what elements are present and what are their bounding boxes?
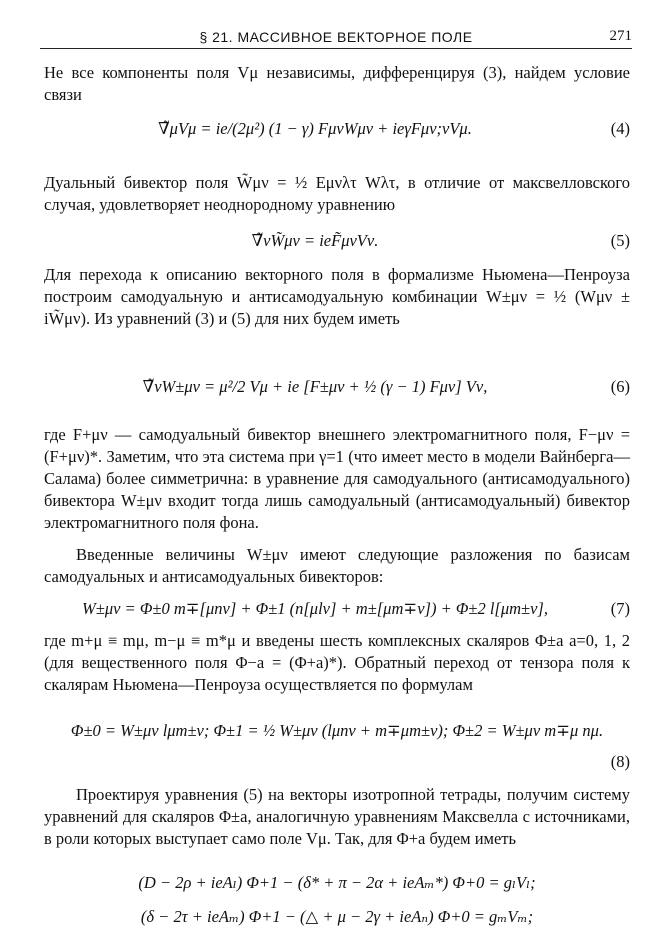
equation-number: (7)	[610, 599, 630, 618]
paragraph-text: где F+μν — самодуальный бивектор внешнего электромагнитного поля, F−μν = (F+μν)*. Заметим, что эта система при γ=1 (что имеет место в модели Вайнберга—Салама) более симметрична: в уравнение для самодуального (антисамодуального) бивектора W±μν входит тогда лишь самодуальный (антисамодуальный) бивектор электромагнитного поля фона.	[44, 425, 630, 532]
running-header	[40, 22, 632, 49]
paragraph-text: Не все компоненты поля Vμ независимы, дифференцируя (3), найдем условие связи	[44, 63, 630, 104]
paragraph-7	[44, 784, 630, 850]
equation-number: (5)	[610, 231, 630, 250]
equation-6	[44, 370, 630, 404]
equation-body: W±μν = Φ±0 m∓[μnν] + Φ±1 (n[μlν] + m±[μm∓ν]) + Φ±2 l[μm±ν],	[82, 599, 548, 618]
paragraph-text: где m+μ ≡ mμ, m−μ ≡ m*μ и введены шесть комплексных скаляров Φ±a a=0, 1, 2 (для вещественного поля Φ−a = (Φ+a)*). Обратный переход от тензора поля к скалярам Ньюмена—Пенроуза осуществляется по формулам	[44, 631, 630, 694]
equation-body: Φ±0 = W±μν lμm±ν; Φ±1 = ½ W±μν (lμnν + m∓μm±ν); Φ±2 = W±μν m∓μ nμ.	[70, 721, 604, 740]
paragraph-3	[44, 264, 630, 330]
paragraph-text: Введенные величины W±μν имеют следующие разложения по базисам самодуальных и антисамодуальных бивекторов:	[44, 545, 630, 586]
paragraph-2	[44, 172, 630, 216]
equation-7	[44, 592, 630, 626]
paragraph-4	[44, 424, 630, 534]
paragraph-text: Дуальный бивектор поля W̃μν = ½ Eμνλτ Wλτ, в отличие от максвелловского случая, удовлетворяет неоднородному уравнению	[44, 173, 630, 214]
equation-body: (δ − 2τ + ieAₘ) Φ+1 − (△ + μ − 2γ + ieAₙ) Φ+0 = gₘVₘ;	[140, 907, 534, 926]
equation-4	[44, 112, 630, 146]
equation-number: (4)	[610, 119, 630, 138]
equation-body: ∇̃νW±μν = μ²/2 Vμ + ie [F±μν + ½ (γ − 1) Fμν] Vν,	[142, 377, 488, 396]
equation-8-number: (8)	[610, 752, 630, 771]
section-title: § 21. МАССИВНОЕ ВЕКТОРНОЕ ПОЛЕ	[199, 29, 473, 45]
equation-body: ∇̃νW̃μν = ieF̃μνVν.	[251, 231, 379, 250]
paragraph-text: Для перехода к описанию векторного поля в формализме Ньюмена—Пенроуза построим самодуальную и антисамодуальную комбинации W±μν = ½ (Wμν ± iW̃μν). Из уравнений (3) и (5) для них будем иметь	[44, 265, 630, 328]
paragraph-1	[44, 62, 630, 106]
equation-number: (6)	[610, 377, 630, 396]
page-number: 271	[609, 28, 632, 44]
equation-9	[44, 866, 630, 900]
equation-body: (D − 2ρ + ieAₗ) Φ+1 − (δ* + π − 2α + ieAₘ*) Φ+0 = gₗVₗ;	[138, 873, 536, 892]
equation-body: ∇̃μVμ = ie/(2μ²) (1 − γ) FμνWμν + ieγFμν;νVμ.	[158, 119, 472, 138]
paragraph-5	[44, 544, 630, 588]
equation-10	[44, 900, 630, 934]
paragraph-text: Проектируя уравнения (5) на векторы изотропной тетрады, получим систему уравнений для скаляров Φ±a, аналогичную уравнениям Максвелла с источниками, в роли которых выступает само поле Vμ. Так, для Φ+a будем иметь	[44, 785, 630, 848]
equation-5	[44, 224, 630, 258]
paragraph-6	[44, 630, 630, 696]
equation-8	[44, 714, 630, 748]
